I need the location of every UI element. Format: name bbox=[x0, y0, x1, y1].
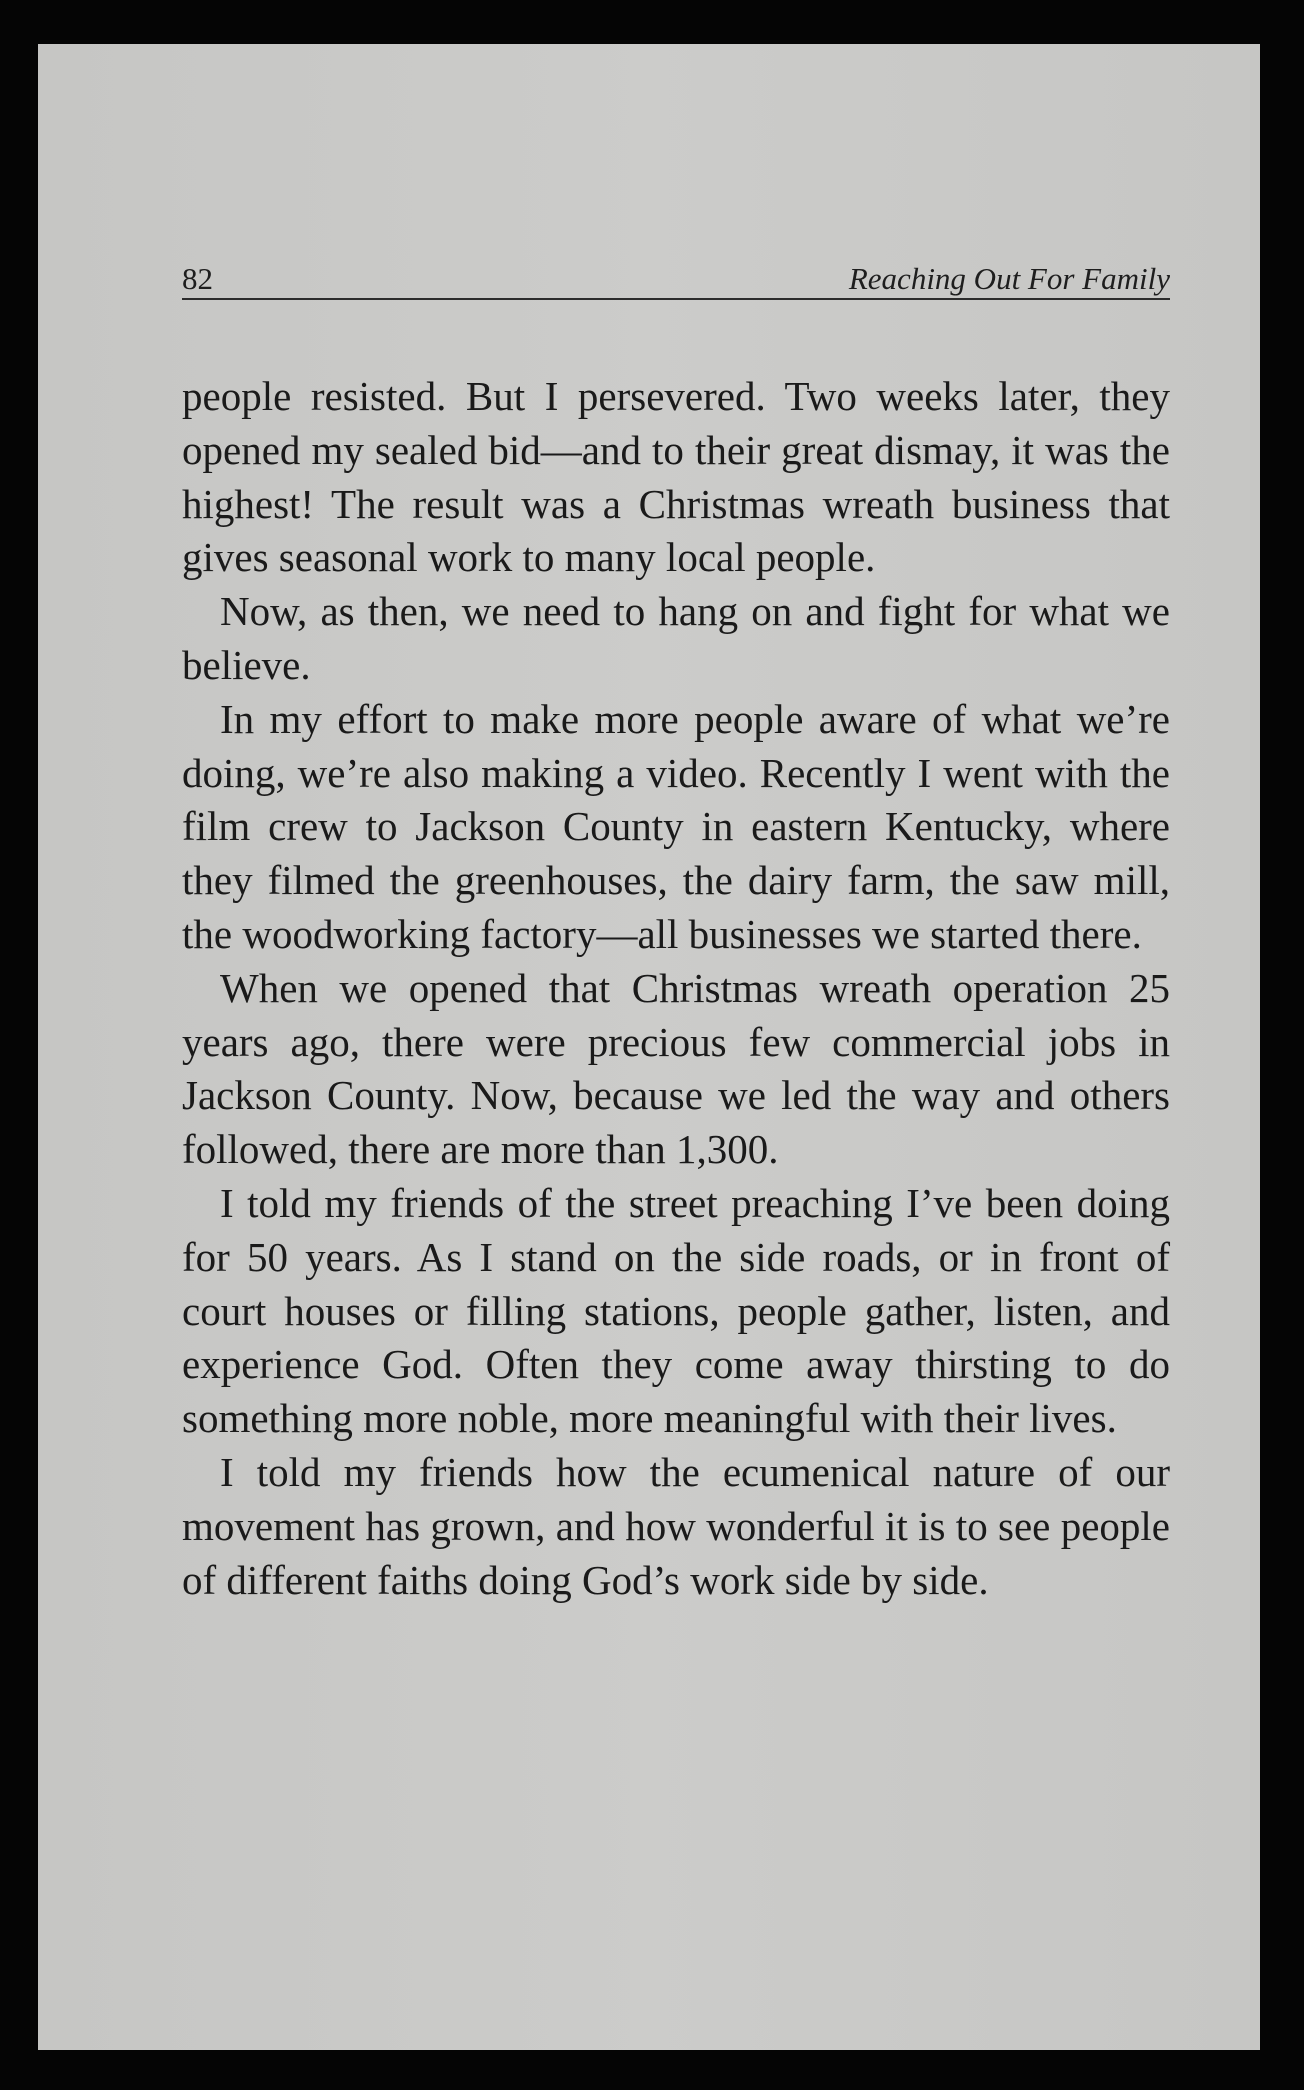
paragraph: Now, as then, we need to hang on and fight for what we believe. bbox=[182, 588, 1170, 688]
paragraph: I told my friends how the ecumenical nature of our movement has grown, and how wonderful it is to see people of different faiths doing God’s work side by side. bbox=[182, 1448, 1170, 1603]
running-header bbox=[182, 252, 1170, 300]
paragraph: When we opened that Christmas wreath operation 25 years ago, there were precious few commercial jobs in Jackson County. Now, because we led the way and others followed, there are more than 1,300. bbox=[182, 964, 1170, 1173]
paragraph: I told my friends of the street preaching I’ve been doing for 50 years. As I stand on the side roads, or in front of court houses or filling stations, people gather, listen, and experience God. Often they come away thirsting to do something more noble, more meaningful with their lives. bbox=[182, 1179, 1170, 1442]
page-number: 82 bbox=[182, 261, 213, 296]
paragraph-continued: people resisted. But I persevered. Two weeks later, they opened my sealed bid—and to their great dismay, it was the highest! The result was a Christmas wreath business that gives seasonal work to many local people. bbox=[182, 373, 1170, 581]
running-title: Reaching Out For Family bbox=[848, 261, 1170, 296]
body-text bbox=[182, 370, 1170, 1607]
paragraph: In my effort to make more people aware of what we’re doing, we’re also making a video. Recently I went with the film crew to Jackson County in eastern Kentucky, where they filmed the greenhouses, the dairy farm, the saw mill, the woodworking factory—all businesses we started there. bbox=[182, 695, 1170, 957]
book-page bbox=[38, 44, 1260, 2050]
